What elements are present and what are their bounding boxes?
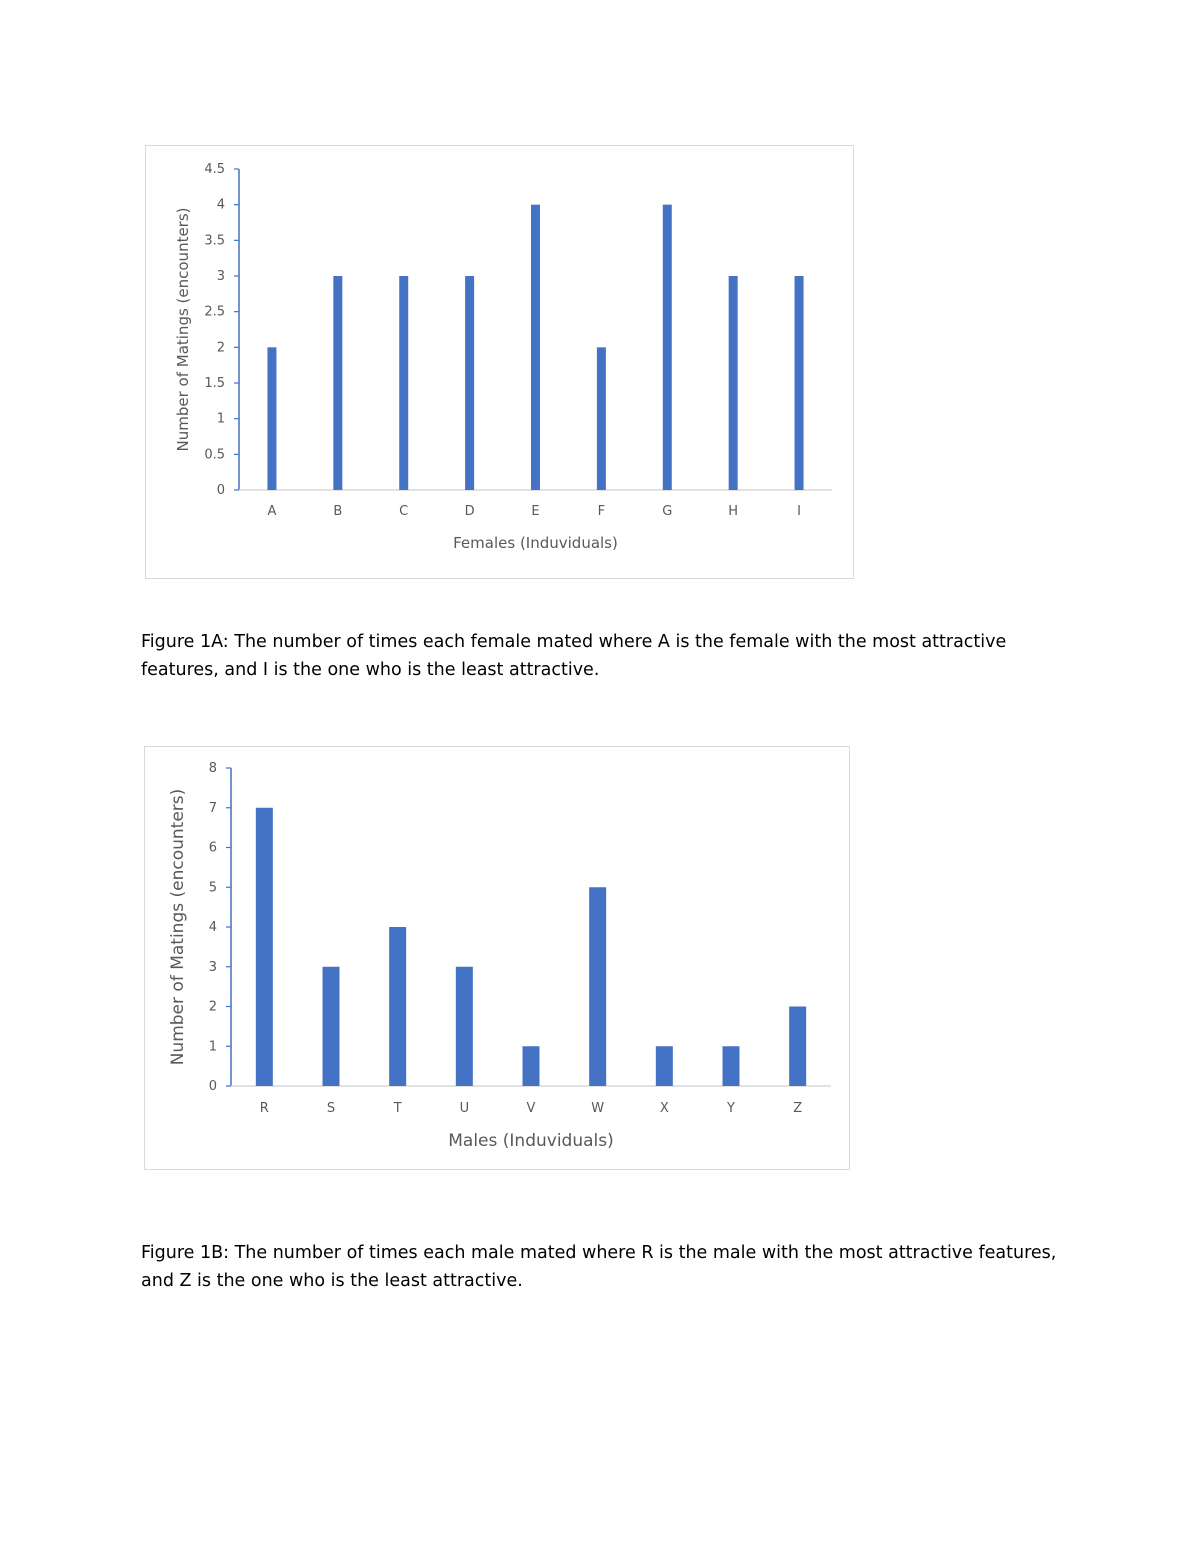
- figure-1b-label: Figure 1B:: [141, 1243, 230, 1263]
- x-tick-label: W: [591, 1101, 605, 1116]
- y-tick-label: 7: [208, 800, 217, 816]
- y-tick-label: 3: [216, 269, 225, 284]
- x-tick-label: U: [459, 1101, 470, 1116]
- bar-v: [523, 1046, 540, 1086]
- x-tick-label: X: [659, 1101, 669, 1116]
- y-tick-label: 0: [216, 483, 225, 498]
- bar-w: [589, 887, 606, 1086]
- bar-g: [663, 205, 672, 490]
- bar-d: [465, 276, 474, 490]
- y-tick-label: 8: [208, 761, 217, 776]
- bar-u: [456, 967, 473, 1086]
- y-tick-label: 4.5: [204, 162, 225, 177]
- y-axis-title: Number of Matings (encounters): [168, 788, 188, 1066]
- figure-1b-text: The number of times each male mated where R is the male with the most attractive features, and Z is the one who is the least attractive.: [141, 1243, 1057, 1291]
- x-tick-label: Z: [793, 1101, 803, 1116]
- bar-e: [531, 205, 540, 490]
- x-tick-label: H: [728, 504, 739, 519]
- y-tick-label: 3: [208, 959, 217, 975]
- chart-males-matings: [144, 746, 850, 1170]
- y-tick-label: 1: [216, 411, 225, 427]
- bar-y: [723, 1046, 740, 1086]
- x-tick-label: A: [267, 504, 277, 519]
- y-axis-title: Number of Matings (encounters): [174, 207, 192, 452]
- figure-1a-caption: [141, 628, 1071, 684]
- y-tick-label: 1.5: [204, 376, 225, 391]
- x-tick-label: T: [393, 1101, 402, 1116]
- x-tick-label: I: [797, 504, 801, 519]
- y-tick-label: 3.5: [204, 233, 225, 249]
- y-tick-label: 5: [208, 880, 217, 896]
- y-tick-label: 0.5: [204, 447, 225, 463]
- bar-s: [323, 967, 340, 1086]
- x-tick-label: S: [326, 1101, 336, 1116]
- x-tick-label: E: [531, 504, 540, 519]
- bar-f: [597, 347, 606, 490]
- y-tick-label: 4: [208, 920, 217, 935]
- figure-1b-caption: [141, 1239, 1071, 1295]
- x-tick-label: B: [333, 504, 343, 519]
- figure-1a-text: The number of times each female mated where A is the female with the most attractive features, and I is the one who is the least attractive.: [141, 632, 1007, 680]
- y-tick-label: 1: [208, 1039, 217, 1055]
- bar-h: [729, 276, 738, 490]
- figure-1a-label: Figure 1A:: [141, 632, 229, 652]
- chart-a-svg: [146, 146, 855, 580]
- bar-b: [333, 276, 342, 490]
- x-tick-label: D: [464, 504, 475, 519]
- chart-b-svg: [145, 747, 851, 1171]
- x-axis-title: Males (Induviduals): [448, 1131, 614, 1151]
- x-tick-label: V: [526, 1101, 536, 1116]
- x-axis-title: Females (Induviduals): [453, 534, 618, 552]
- x-tick-label: Y: [727, 1101, 735, 1116]
- bar-a: [267, 347, 276, 490]
- bar-r: [256, 808, 273, 1086]
- y-tick-label: 2.5: [204, 304, 225, 320]
- bar-z: [789, 1007, 806, 1087]
- y-tick-label: 2: [208, 999, 217, 1015]
- y-tick-label: 0: [208, 1079, 217, 1094]
- y-tick-label: 6: [208, 840, 217, 856]
- y-tick-label: 4: [216, 197, 225, 213]
- x-tick-label: R: [259, 1101, 269, 1116]
- bar-c: [399, 276, 408, 490]
- bar-x: [656, 1046, 673, 1086]
- chart-females-matings: [145, 145, 854, 579]
- x-tick-label: G: [662, 504, 673, 519]
- bar-t: [389, 927, 406, 1086]
- bar-i: [795, 276, 804, 490]
- y-tick-label: 2: [216, 340, 225, 356]
- x-tick-label: C: [399, 504, 409, 519]
- x-tick-label: F: [597, 504, 606, 519]
